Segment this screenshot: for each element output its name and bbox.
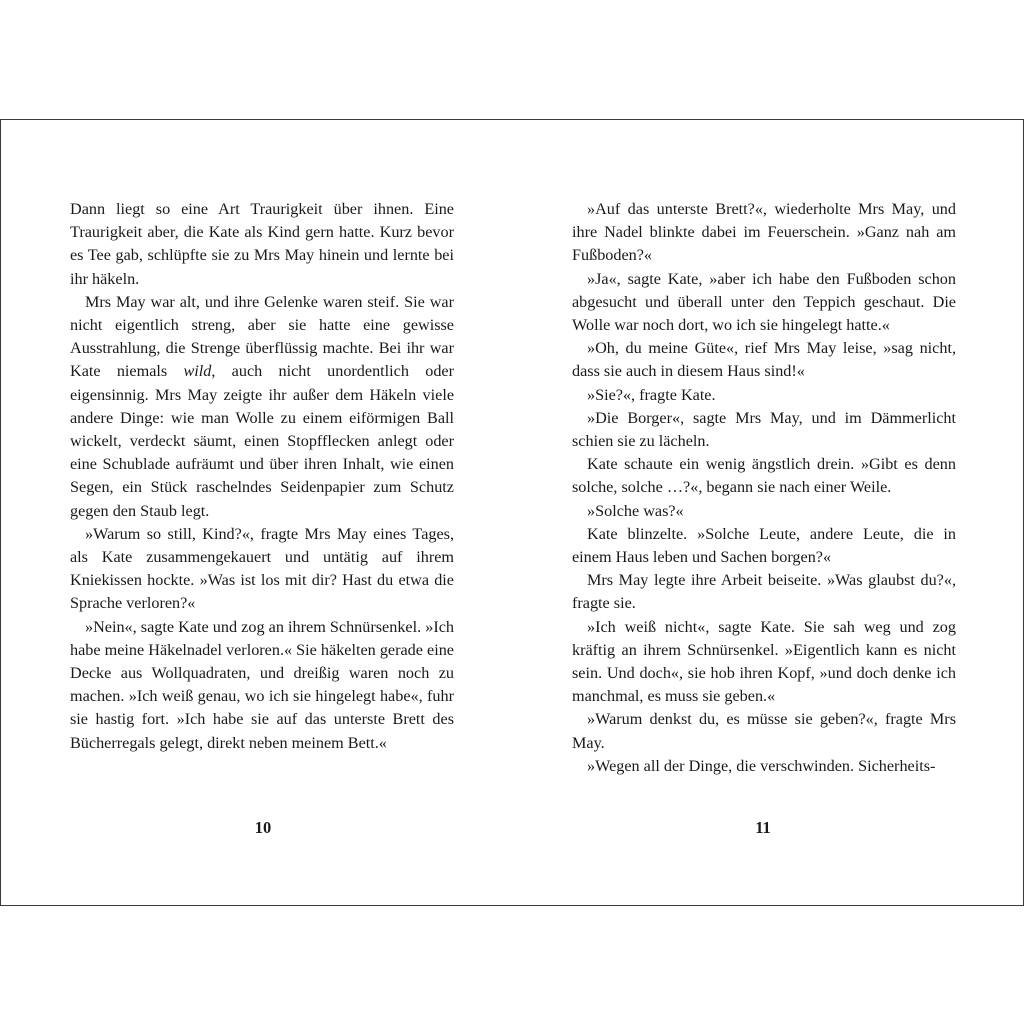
paragraph: »Ja«, sagte Kate, »aber ich habe den Fußboden schon abgesucht und überall unter den Teppich geschaut. Die Wolle war noch dort, wo ich sie hingelegt hatte.«: [572, 269, 956, 335]
paragraph: »Nein«, sagte Kate und zog an ihrem Schnürsenkel. »Ich habe meine Häkelnadel verloren.« Sie häkelten gerade eine Decke aus Wollquadraten, und dreißig waren noch zu machen. »Ich weiß genau, wo ich sie hingelegt habe«, fuhr sie hastig fort. »Ich habe sie auf das unterste Brett des Bücherregals gelegt, direkt neben meinem Bett.«: [70, 617, 454, 752]
paragraph: Mrs May war alt, und ihre Gelenke waren steif. Sie war nicht eigentlich streng, aber sie hatte eine gewisse Ausstrahlung, die Strenge überflüssig machte. Bei ihr war Kate niemals wild, auch nicht unordentlich oder eigensinnig. Mrs May zeigte ihr außer dem Häkeln viele andere Dinge: wie man Wolle zu einem eiförmigen Ball wickelt, verdeckt säumt, einen Stopfflecken anlegt oder eine Schublade aufräumt und über ihren Inhalt, wie einen Segen, ein Stück raschelndes Seidenpapier zum Schutz gegen den Staub legt.: [70, 292, 454, 520]
page-number-left: 10: [254, 818, 272, 837]
paragraph: »Auf das unterste Brett?«, wiederholte Mrs May, und ihre Nadel blinkte dabei im Feuerschein. »Ganz nah am Fußboden?«: [572, 200, 956, 265]
paragraph: Mrs May legte ihre Arbeit beiseite. »Was glaubst du?«, fragte sie.: [572, 571, 956, 613]
right-page-text: [572, 198, 956, 778]
page-number-right: 11: [755, 818, 771, 837]
left-page-text: [70, 198, 454, 755]
paragraph: »Solche was?«: [587, 501, 684, 520]
paragraph: »Oh, du meine Güte«, rief Mrs May leise, »sag nicht, dass sie auch in diesem Haus sind!«: [572, 339, 956, 381]
paragraph: Kate schaute ein wenig ängstlich drein. »Gibt es denn solche, solche …?«, begann sie nach einer Weile.: [572, 455, 956, 497]
paragraph: »Ich weiß nicht«, sagte Kate. Sie sah weg und zog kräftig an ihrem Schnürsenkel. »Eigentlich kann es nicht sein. Und doch«, sie hob ihren Kopf, »und doch denke ich manchmal, es muss sie geben.«: [572, 617, 956, 706]
paragraph: Kate blinzelte. »Solche Leute, andere Leute, die in einem Haus leben und Sachen borgen?«: [572, 524, 956, 567]
paragraph: »Warum so still, Kind?«, fragte Mrs May eines Tages, als Kate zusammengekauert und untätig auf ihrem Kniekissen hockte. »Was ist los mit dir? Hast du etwa die Sprache verloren?«: [70, 524, 454, 613]
book-spread: [0, 119, 1024, 906]
paragraph: »Sie?«, fragte Kate.: [587, 385, 716, 404]
paragraph: »Wegen all der Dinge, die verschwinden. Sicherheits-: [587, 756, 936, 775]
emphasis-text: wild: [183, 362, 212, 381]
paragraph: Dann liegt so eine Art Traurigkeit über ihnen. Eine Traurigkeit aber, die Kate als Kind gern hatte. Kurz bevor es Tee gab, schlüpfte sie zu Mrs May hinein und lernte bei ihr häkeln.: [70, 200, 454, 288]
paragraph: »Warum denkst du, es müsse sie geben?«, fragte Mrs May.: [572, 710, 956, 752]
paragraph: »Die Borger«, sagte Mrs May, und im Dämmerlicht schien sie zu lächeln.: [572, 408, 956, 451]
